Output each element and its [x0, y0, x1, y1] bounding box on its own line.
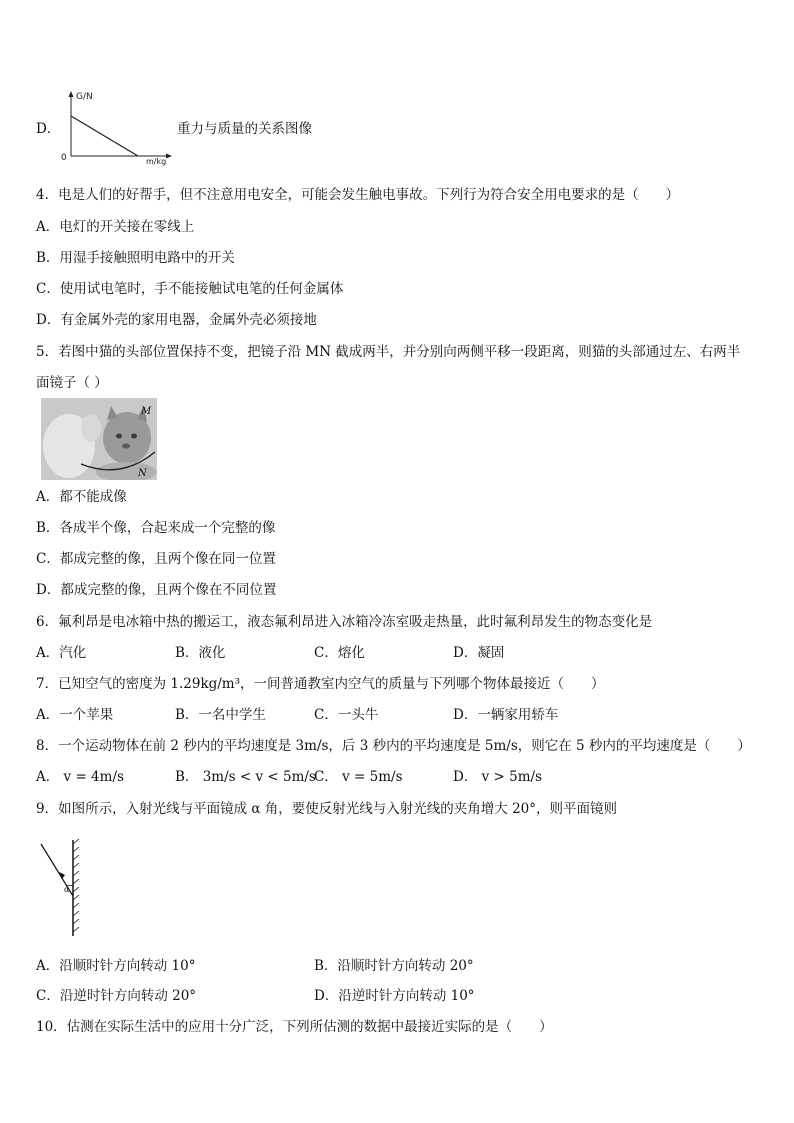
q8-option-a[interactable]: A． v = 4m/s — [36, 769, 124, 785]
angle-alpha-label: α — [64, 885, 70, 894]
q8-option-d[interactable]: D． v > 5m/s — [453, 769, 543, 785]
q9-option-a[interactable]: A．沿顺时针方向转动 10° — [36, 958, 196, 974]
q5-option-c[interactable]: C．都成完整的像，且两个像在同一位置 — [36, 551, 276, 567]
q7-option-a[interactable]: A．一个苹果 — [36, 707, 114, 723]
mirror-label-n: N — [138, 468, 147, 479]
q4-option-c[interactable]: C．使用试电笔时，手不能接触试电笔的任何金属体 — [36, 281, 344, 297]
q9-option-b[interactable]: B．沿顺时针方向转动 20° — [314, 958, 474, 974]
q6-option-b[interactable]: B．液化 — [175, 645, 226, 661]
q6-option-a[interactable]: A．汽化 — [36, 645, 87, 661]
q5-stem-line1: 5．若图中猫的头部位置保持不变，把镜子沿 MN 截成两半，并分别向两侧平移一段距离，则猫的头部通过左、右两半 — [36, 344, 741, 360]
q5-option-b[interactable]: B．各成半个像，合起来成一个完整的像 — [36, 520, 276, 536]
q6-stem: 6．氟利昂是电冰箱中热的搬运工，液态氟利昂进入冰箱冷冻室吸走热量，此时氟利昂发生的物态变化是 — [36, 614, 653, 630]
graph-y-axis-label: G/N — [76, 92, 93, 102]
q6-option-d[interactable]: D．凝固 — [453, 645, 505, 661]
q9-option-c[interactable]: C．沿逆时针方向转动 20° — [36, 988, 197, 1004]
q7-option-c[interactable]: C．一头牛 — [314, 707, 379, 723]
q8-option-b[interactable]: B． 3m/s < v < 5m/s — [175, 769, 316, 785]
q5-option-d[interactable]: D．都成完整的像，且两个像在不同位置 — [36, 582, 277, 598]
q10-stem: 10．估测在实际生活中的应用十分广泛，下列所估测的数据中最接近实际的是（ ） — [36, 1019, 553, 1035]
q9-option-d[interactable]: D．沿逆时针方向转动 10° — [314, 988, 475, 1004]
q7-stem: 7．已知空气的密度为 1.29kg/m³，一间普通教室内空气的质量与下列哪个物体最接近（ ） — [36, 676, 605, 692]
q9-stem: 9．如图所示，入射光线与平面镜成 α 角，要使反射光线与入射光线的夹角增大 20°，则平面镜则 — [36, 801, 618, 817]
gravity-mass-graph — [58, 88, 178, 166]
q8-stem: 8．一个运动物体在前 2 秒内的平均速度是 3m/s，后 3 秒内的平均速度是 5m/s，则它在 5 秒内的平均速度是（ ） — [36, 738, 751, 754]
q3-option-d-label: D． — [36, 121, 61, 137]
q4-option-a[interactable]: A．电灯的开关接在零线上 — [36, 219, 195, 235]
q5-stem-line2: 面镜子（ ） — [36, 375, 108, 391]
q8-option-c[interactable]: C． v = 5m/s — [314, 769, 403, 785]
q5-option-a[interactable]: A．都不能成像 — [36, 489, 127, 505]
graph-origin-label: 0 — [61, 153, 67, 163]
q7-option-d[interactable]: D．一辆家用轿车 — [453, 707, 559, 723]
q6-option-c[interactable]: C．熔化 — [314, 645, 365, 661]
graph-x-axis-label: m/kg — [146, 157, 167, 166]
mirror-label-m: M — [141, 406, 152, 417]
q7-option-b[interactable]: B．一名中学生 — [175, 707, 266, 723]
q4-option-d[interactable]: D．有金属外壳的家用电器，金属外壳必须接地 — [36, 312, 317, 328]
cat-mirror-photo — [41, 398, 157, 480]
q3-option-d-caption: 重力与质量的关系图像 — [177, 121, 312, 137]
mirror-ray-diagram — [36, 838, 86, 938]
q4-option-b[interactable]: B．用湿手接触照明电路中的开关 — [36, 250, 235, 266]
q4-stem: 4．电是人们的好帮手，但不注意用电安全，可能会发生触电事故。下列行为符合安全用电要求的是（ ） — [36, 187, 680, 203]
